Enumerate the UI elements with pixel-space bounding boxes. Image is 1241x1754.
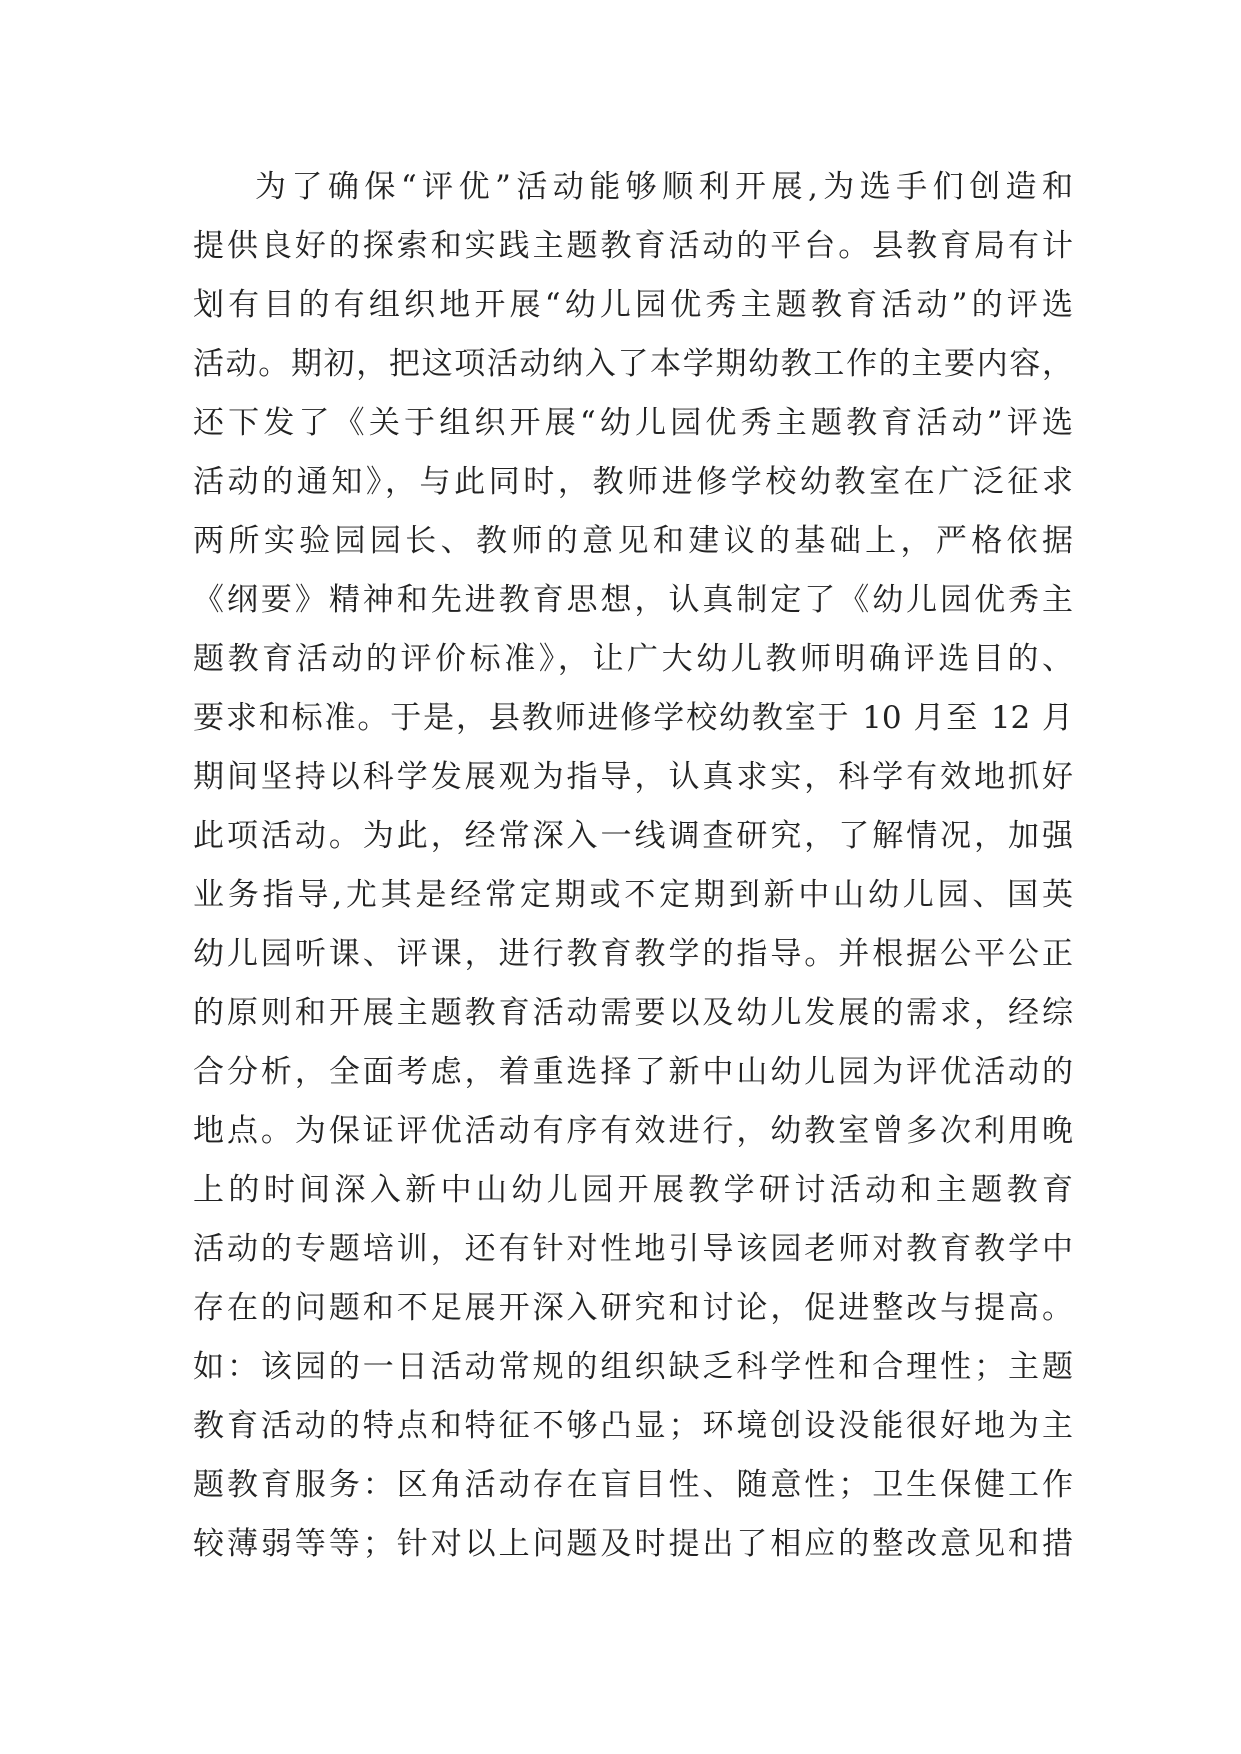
- paragraph-line: 题教育服务：区角活动存在盲目性、随意性；卫生保健工作: [193, 1467, 1073, 1503]
- paragraph-line: 教育活动的特点和特征不够凸显；环境创设没能很好地为主: [193, 1408, 1073, 1444]
- paragraph-line: 《纲要》精神和先进教育思想，认真制定了《幼儿园优秀主: [193, 582, 1073, 618]
- paragraph-line: 幼儿园听课、评课，进行教育教学的指导。并根据公平公正: [193, 936, 1073, 972]
- paragraph-line: 活动。期初，把这项活动纳入了本学期幼教工作的主要内容，: [193, 346, 1073, 382]
- body-paragraph: [193, 158, 1073, 1574]
- paragraph-line: 划有目的有组织地开展“幼儿园优秀主题教育活动”的评选: [193, 287, 1073, 323]
- paragraph-line: 两所实验园园长、教师的意见和建议的基础上，严格依据: [193, 523, 1073, 559]
- paragraph-line: 较薄弱等等；针对以上问题及时提出了相应的整改意见和措: [193, 1526, 1073, 1562]
- paragraph-line: 为了确保“评优”活动能够顺利开展,为选手们创造和: [255, 169, 1073, 205]
- paragraph-line: 要求和标准。于是，县教师进修学校幼教室于 10 月至 12 月: [193, 700, 1073, 736]
- paragraph-line: 的原则和开展主题教育活动需要以及幼儿发展的需求，经综: [193, 995, 1073, 1031]
- paragraph-line: 活动的通知》，与此同时，教师进修学校幼教室在广泛征求: [193, 464, 1073, 500]
- paragraph-line: 上的时间深入新中山幼儿园开展教学研讨活动和主题教育: [193, 1172, 1073, 1208]
- paragraph-line: 如：该园的一日活动常规的组织缺乏科学性和合理性；主题: [193, 1349, 1073, 1385]
- paragraph-line: 题教育活动的评价标准》，让广大幼儿教师明确评选目的、: [193, 641, 1073, 677]
- paragraph-line: 还下发了《关于组织开展“幼儿园优秀主题教育活动”评选: [193, 405, 1073, 441]
- paragraph-line: 活动的专题培训，还有针对性地引导该园老师对教育教学中: [193, 1231, 1073, 1267]
- paragraph-line: 存在的问题和不足展开深入研究和讨论，促进整改与提高。: [193, 1290, 1073, 1326]
- paragraph-line: 地点。为保证评优活动有序有效进行，幼教室曾多次利用晚: [193, 1113, 1073, 1149]
- paragraph-line: 业务指导,尤其是经常定期或不定期到新中山幼儿园、国英: [193, 877, 1073, 913]
- paragraph-line: 期间坚持以科学发展观为指导，认真求实，科学有效地抓好: [193, 759, 1073, 795]
- paragraph-line: 此项活动。为此，经常深入一线调查研究，了解情况，加强: [193, 818, 1073, 854]
- paragraph-line: 合分析，全面考虑，着重选择了新中山幼儿园为评优活动的: [193, 1054, 1073, 1090]
- paragraph-line: 提供良好的探索和实践主题教育活动的平台。县教育局有计: [193, 228, 1073, 264]
